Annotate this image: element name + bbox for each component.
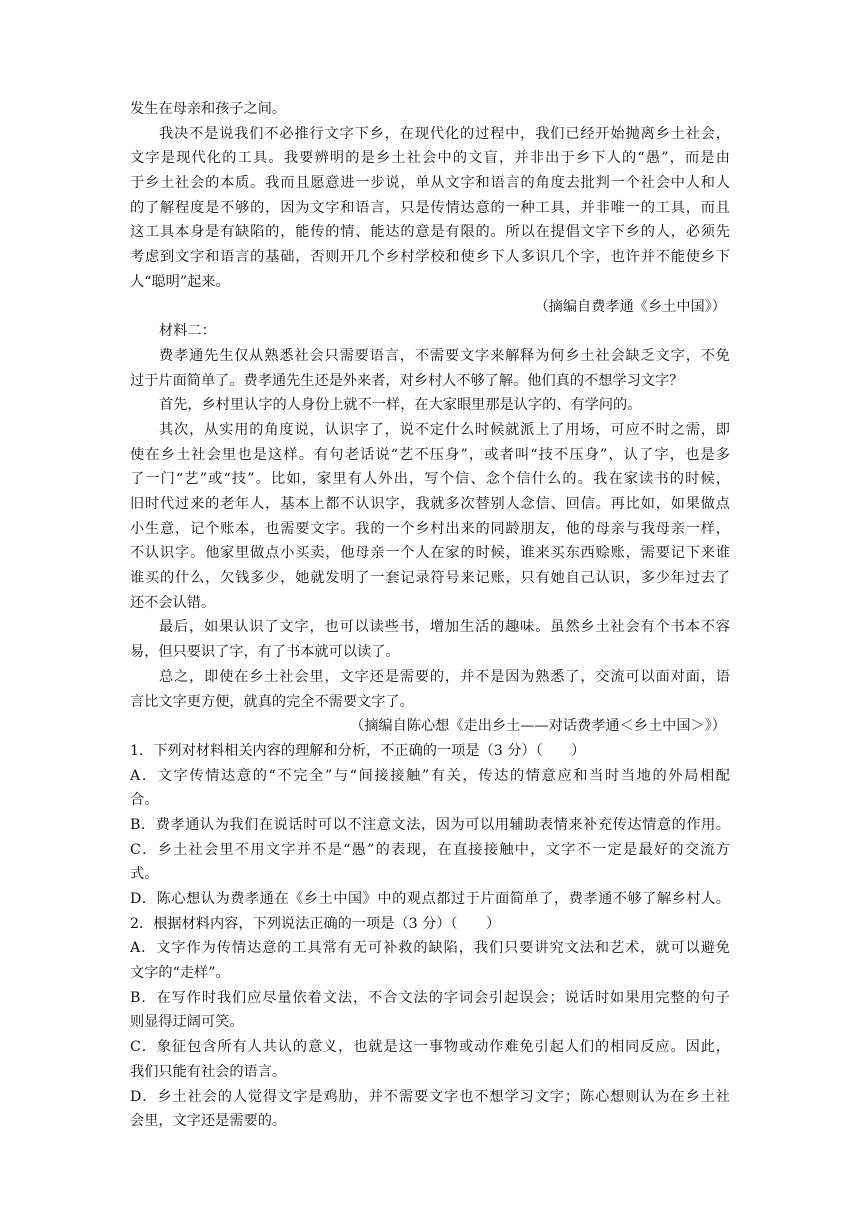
text-line: 的了解程度是不够的，因为文字和语言，只是传情达意的一种工具，并非唯一的工具，而且 — [130, 199, 730, 216]
text-line: 易，但只要识了字，有了书本就可以读了。 — [130, 644, 400, 661]
text-line: 人“聪明”起来。 — [130, 273, 230, 290]
text-line: 小生意，记个账本，也需要文字。我的一个乡村出来的同龄朋友，他的母亲与我母亲一样， — [130, 520, 730, 537]
text-line: 首先，乡村里认字的人身份上就不一样，在大家眼里那是认字的、有学问的。 — [159, 397, 642, 414]
text-line: 我决不是说我们不必推行文字下乡，在现代化的过程中，我们已经开始抛离乡土社会， — [159, 125, 730, 142]
answer-option: 则显得迂阔可笑。 — [130, 1014, 244, 1031]
text-line: 考虑到文字和语言的基础，否则开几个乡村学校和使乡下人多识几个字，也许并不能使乡下 — [130, 249, 730, 266]
text-line: 旧时代过来的老年人，基本上都不认识字，我就多次替别人念信、回信。再比如，如果做点 — [130, 496, 730, 512]
text-line: 言比文字更方便，就真的完全不需要文字了。 — [130, 693, 414, 710]
text-line: 总之，即使在乡土社会里，文字还是需要的，并不是因为熟悉了，交流可以面对面，语 — [159, 668, 730, 685]
text-line: 费孝通先生仅从熟悉社会只需要语言，不需要文字来解释为何乡土社会缺乏文字，不免 — [159, 347, 730, 364]
section-heading: 材料二： — [159, 323, 216, 340]
answer-option: B．费孝通认为我们在说话时可以不注意文法，因为可以用辅助表情来补充传达情意的作用。 — [130, 816, 730, 833]
text-line: 最后，如果认识了文字，也可以读些书，增加生活的趣味。虽然乡土社会有个书本不容 — [159, 619, 730, 636]
text-line: 使在乡土社会里也是这样。有句老话说“艺不压身”，或者叫“技不压身”，认了字，也是多 — [130, 446, 730, 463]
answer-option: 式。 — [130, 866, 159, 883]
answer-option: C．乡土社会里不用文字并不是“愚”的表现，在直接接触中，文字不一定是最好的交流方 — [130, 841, 730, 858]
text-line: 不认识字。他家里做点小买卖，他母亲一个人在家的时候，谁来买东西赊账，需要记下来谁 — [130, 545, 730, 562]
answer-option: B．在写作时我们应尽量依着文法，不合文法的字词会引起误会；说话时如果用完整的句子 — [130, 989, 730, 1006]
text-line: 文字是现代化的工具。我要辨明的是乡土社会中的文盲，并非出于乡下人的“愚”，而是由 — [130, 150, 730, 167]
text-line: 其次，从实用的角度说，认识字了，说不定什么时候就派上了用场，可应不时之需，即 — [159, 421, 730, 438]
text-line: 过于片面简单了。费孝通先生还是外来者，对乡村人不够了解。他们真的不想学习文字？ — [130, 372, 684, 389]
question-stem: 2．根据材料内容，下列说法正确的一项是（3 分）（ ） — [130, 915, 501, 932]
text-line: 这工具本身是有缺陷的，能传的情、能达的意是有限的。所以在提倡文字下乡的人，必须先 — [130, 224, 730, 241]
answer-option: C．象征包含所有人共认的意义，也就是这一事物或动作难免引起人们的相同反应。因此， — [130, 1039, 730, 1056]
text-line: 还不会认错。 — [130, 594, 216, 611]
text-line: 了一门“艺”或“技”。比如，家里有人外出，写个信、念个信什么的。我在家读书的时候， — [130, 471, 730, 488]
text-line: 发生在母亲和孩子之间。 — [130, 101, 287, 117]
answer-option: 合。 — [130, 792, 159, 809]
text-line: 于乡土社会的本质。我而且愿意进一步说，单从文字和语言的角度去批判一个社会中人和人 — [130, 175, 730, 192]
question-stem: 1．下列对材料相关内容的理解和分析，不正确的一项是（3 分）（ ） — [130, 742, 586, 759]
text-line: 谁买的什么，欠钱多少，她就发明了一套记录符号来记账，只有她自己认识，多少年过去了 — [130, 570, 730, 587]
answer-option: D．乡土社会的人觉得文字是鸡肋，并不需要文字也不想学习文字；陈心想则认为在乡土社 — [130, 1088, 730, 1105]
answer-option: D．陈心想认为费孝通在《乡土中国》中的观点都过于片面简单了，费孝通不够了解乡村人。 — [130, 891, 730, 907]
answer-option: A．文字作为传情达意的工具常有无可补救的缺陷，我们只要讲究文法和艺术，就可以避免 — [130, 940, 730, 957]
source-citation: （摘编自费孝通《乡土中国》） — [534, 298, 726, 315]
answer-option: 我们只能有社会的语言。 — [130, 1063, 287, 1080]
source-citation: （摘编自陈心想《走出乡土——对话费孝通＜乡土中国＞》） — [350, 718, 726, 735]
document-page — [130, 97, 730, 1134]
answer-option: 会里，文字还是需要的。 — [130, 1113, 287, 1130]
answer-option: 文字的“走样”。 — [130, 965, 230, 982]
answer-option: A．文字传情达意的“不完全”与“间接接触”有关，传达的情意应和当时当地的外局相配 — [130, 767, 730, 784]
